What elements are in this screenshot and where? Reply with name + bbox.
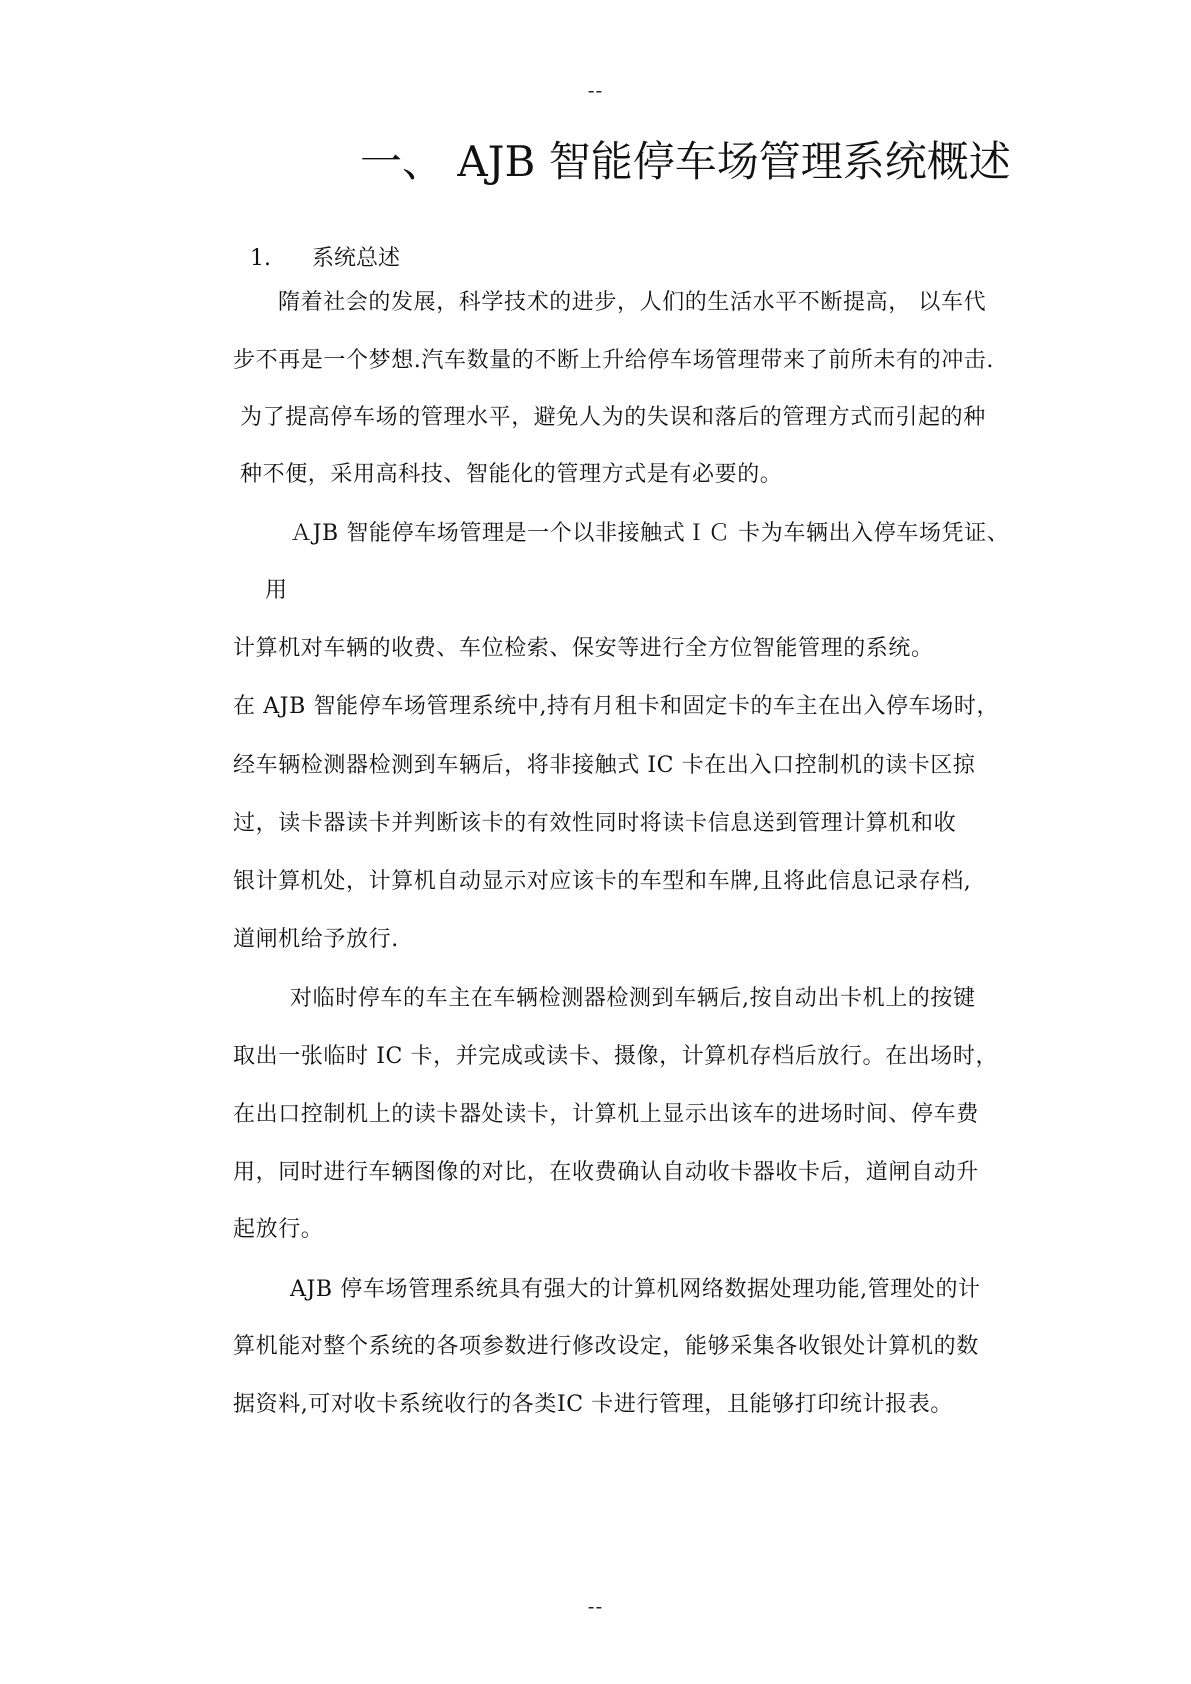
body-line: 种不便，采用高科技、智能化的管理方式是有必要的。: [240, 462, 783, 487]
body-line: 取出一张临时 IC 卡，并完成或读卡、摄像，计算机存档后放行。在出场时，: [233, 1044, 999, 1069]
page-footer-marker: --: [587, 1594, 604, 1618]
body-line: 步不再是一个梦想.汽车数量的不断上升给停车场管理带来了前所未有的冲击.: [233, 348, 994, 373]
body-line: AJB 停车场管理系统具有强大的计算机网络数据处理功能,管理处的计: [290, 1277, 981, 1302]
body-line: 据资料,可对收卡系统收行的各类IC 卡进行管理，且能够打印统计报表。: [233, 1392, 953, 1417]
body-line: 算机能对整个系统的各项参数进行修改设定，能够采集各收银处计算机的数: [233, 1334, 979, 1359]
body-line: 经车辆检测器检测到车辆后，将非接触式 IC 卡在出入口控制机的读卡区掠: [233, 753, 976, 778]
section-heading: [250, 244, 400, 274]
section-number: 1.: [250, 246, 271, 271]
section-heading-text: 系统总述: [312, 246, 401, 271]
body-line: 用，同时进行车辆图像的对比，在收费确认自动收卡器收卡后，道闸自动升: [233, 1160, 979, 1185]
body-line: 在出口控制机上的读卡器处读卡，计算机上显示出该车的进场时间、停车费: [233, 1102, 979, 1127]
body-line: 用: [265, 578, 288, 603]
body-line: 道闸机给予放行.: [233, 927, 399, 952]
page-header-marker: --: [587, 78, 604, 102]
body-line: ＡJB 智能停车场管理是一个以非接触式ＩＣ 卡为车辆出入停车场凭证、: [290, 521, 1010, 546]
body-line: 为了提高停车场的管理水平，避免人为的失误和落后的管理方式而引起的种: [240, 405, 986, 430]
body-line: 对临时停车的车主在车辆检测器检测到车辆后,按自动出卡机上的按键: [290, 986, 976, 1011]
body-line: 计算机对车辆的收费、车位检索、保安等进行全方位智能管理的系统。: [233, 636, 934, 661]
body-line: 银计算机处，计算机自动显示对应该卡的车型和车牌,且将此信息记录存档,: [233, 869, 972, 894]
body-line: 在 AJB 智能停车场管理系统中,持有月租卡和固定卡的车主在出入停车场时，: [233, 694, 1000, 719]
body-line: 过，读卡器读卡并判断该卡的有效性同时将读卡信息送到管理计算机和收: [233, 811, 957, 836]
body-line: 起放行。: [233, 1217, 324, 1242]
document-title: 一、 AJB 智能停车场管理系统概述: [360, 137, 1011, 186]
body-line: 隋着社会的发展，科学技术的进步，人们的生活水平不断提高， 以车代: [278, 290, 987, 315]
